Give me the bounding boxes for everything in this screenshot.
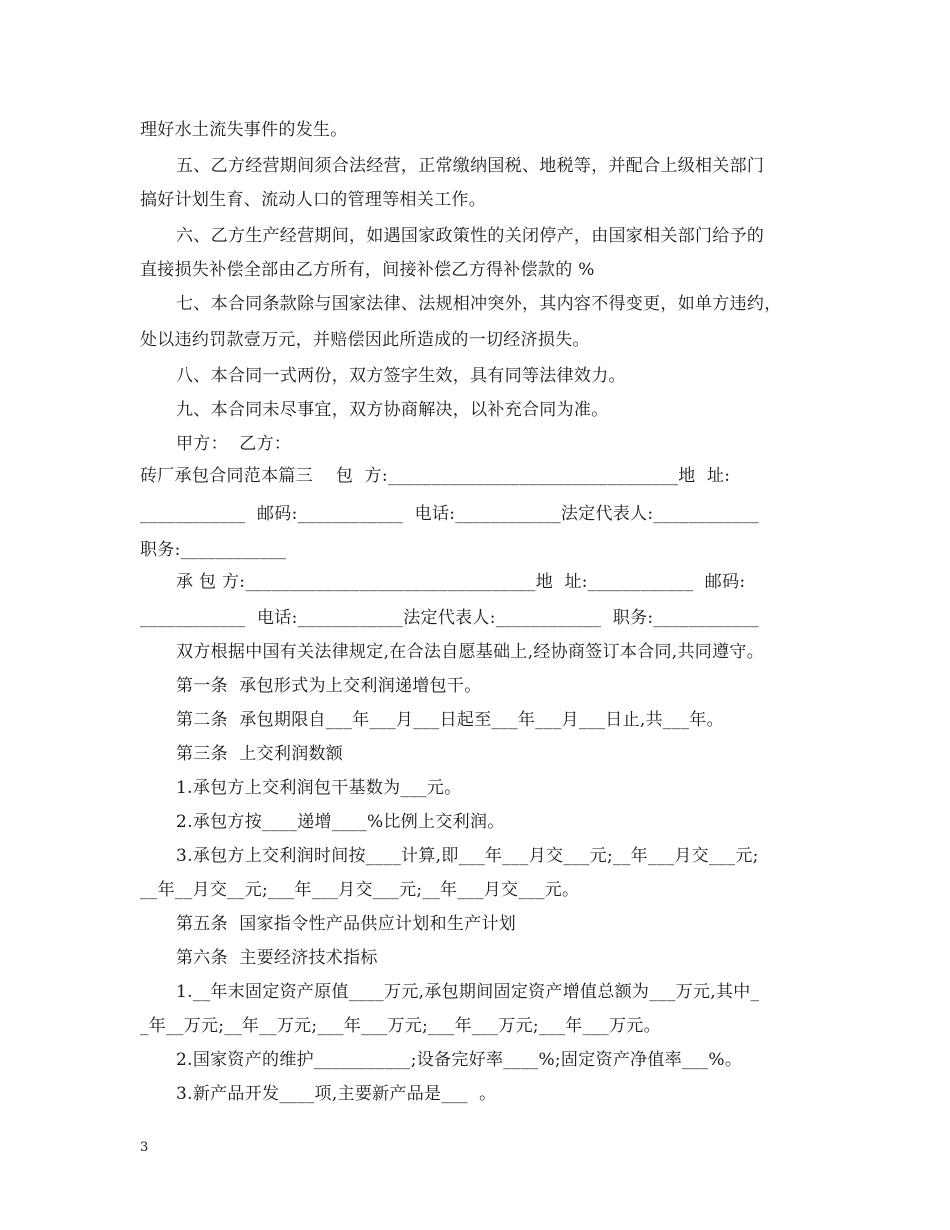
form-fields-line: 承 包 方:_________________________________地 址:____________ 邮码: [176,572,746,592]
clause-line: 第三条 上交利润数额 [176,744,344,764]
clause-line: 第二条 承包期限自___年___月___日起至___年___月___日止,共___年。 [176,710,724,730]
text-line: 搞好计划生育、流动人口的管理等相关工作。 [140,190,486,210]
text-line: 五、乙方经营期间须合法经营，正常缴纳国税、地税等，并配合上级相关部门 [176,156,765,176]
clause-line: 3.承包方上交利润时间按____计算,即___年___月交___元;__年___月交___元; [176,846,759,866]
clause-line: 第五条 国家指令性产品供应计划和生产计划 [176,914,517,934]
clause-line: 第六条 主要经济技术指标 [176,948,378,968]
form-fields-line: ____________ 电话:____________法定代表人:____________ 职务:____________ [140,608,759,628]
text-line: 理好水土流失事件的发生。 [140,120,348,140]
clause-line: _年__万元;__年__万元;___年___万元;___年___万元;___年___万元。 [140,1016,661,1036]
text-line: 处以违约罚款壹万元，并赔偿因此所造成的一切经济损失。 [140,330,590,350]
clause-line: 3.新产品开发____项,主要新产品是___ 。 [176,1084,497,1104]
clause-line: 2.国家资产的维护___________;设备完好率____%;固定资产净值率___%。 [176,1050,743,1070]
clause-line: 2.承包方按____递增____%比例上交利润。 [176,812,505,832]
text-line: 直接损失补偿全部由乙方所有，间接补偿乙方得补偿款的 % [140,260,595,280]
section-title-line: 砖厂承包合同范本篇三 包 方:_________________________________地 址: [140,466,731,486]
page-number: 3 [140,1140,149,1155]
form-fields-line: ____________ 邮码:____________ 电话:____________法定代表人:____________ [140,504,759,524]
text-line: 八、本合同一式两份，双方签字生效，具有同等法律效力。 [176,366,626,386]
clause-line: 第一条 承包形式为上交利润递增包干。 [176,676,482,696]
signature-line: 甲方： 乙方： [176,434,292,454]
text-line: 双方根据中国有关法律规定,在合法自愿基础上,经协商签订本合同,共同遵守。 [176,642,765,662]
clause-line: 1.__年末固定资产原值____万元,承包期间固定资产增值总额为___万元,其中_ [176,982,760,1002]
text-line: 九、本合同未尽事宜，双方协商解决，以补充合同为准。 [176,400,609,420]
clause-line: 1.承包方上交利润包干基数为___元。 [176,778,462,798]
text-line: 六、乙方生产经营期间，如遇国家政策性的关闭停产，由国家相关部门给予的 [176,226,765,246]
form-fields-line: 职务:____________ [140,540,287,560]
text-line: 七、本合同条款除与国家法律、法规相冲突外，其内容不得变更，如单方违约， [176,294,782,314]
clause-line: __年__月交__元;___年___月交___元;__年___月交___元。 [140,880,580,900]
